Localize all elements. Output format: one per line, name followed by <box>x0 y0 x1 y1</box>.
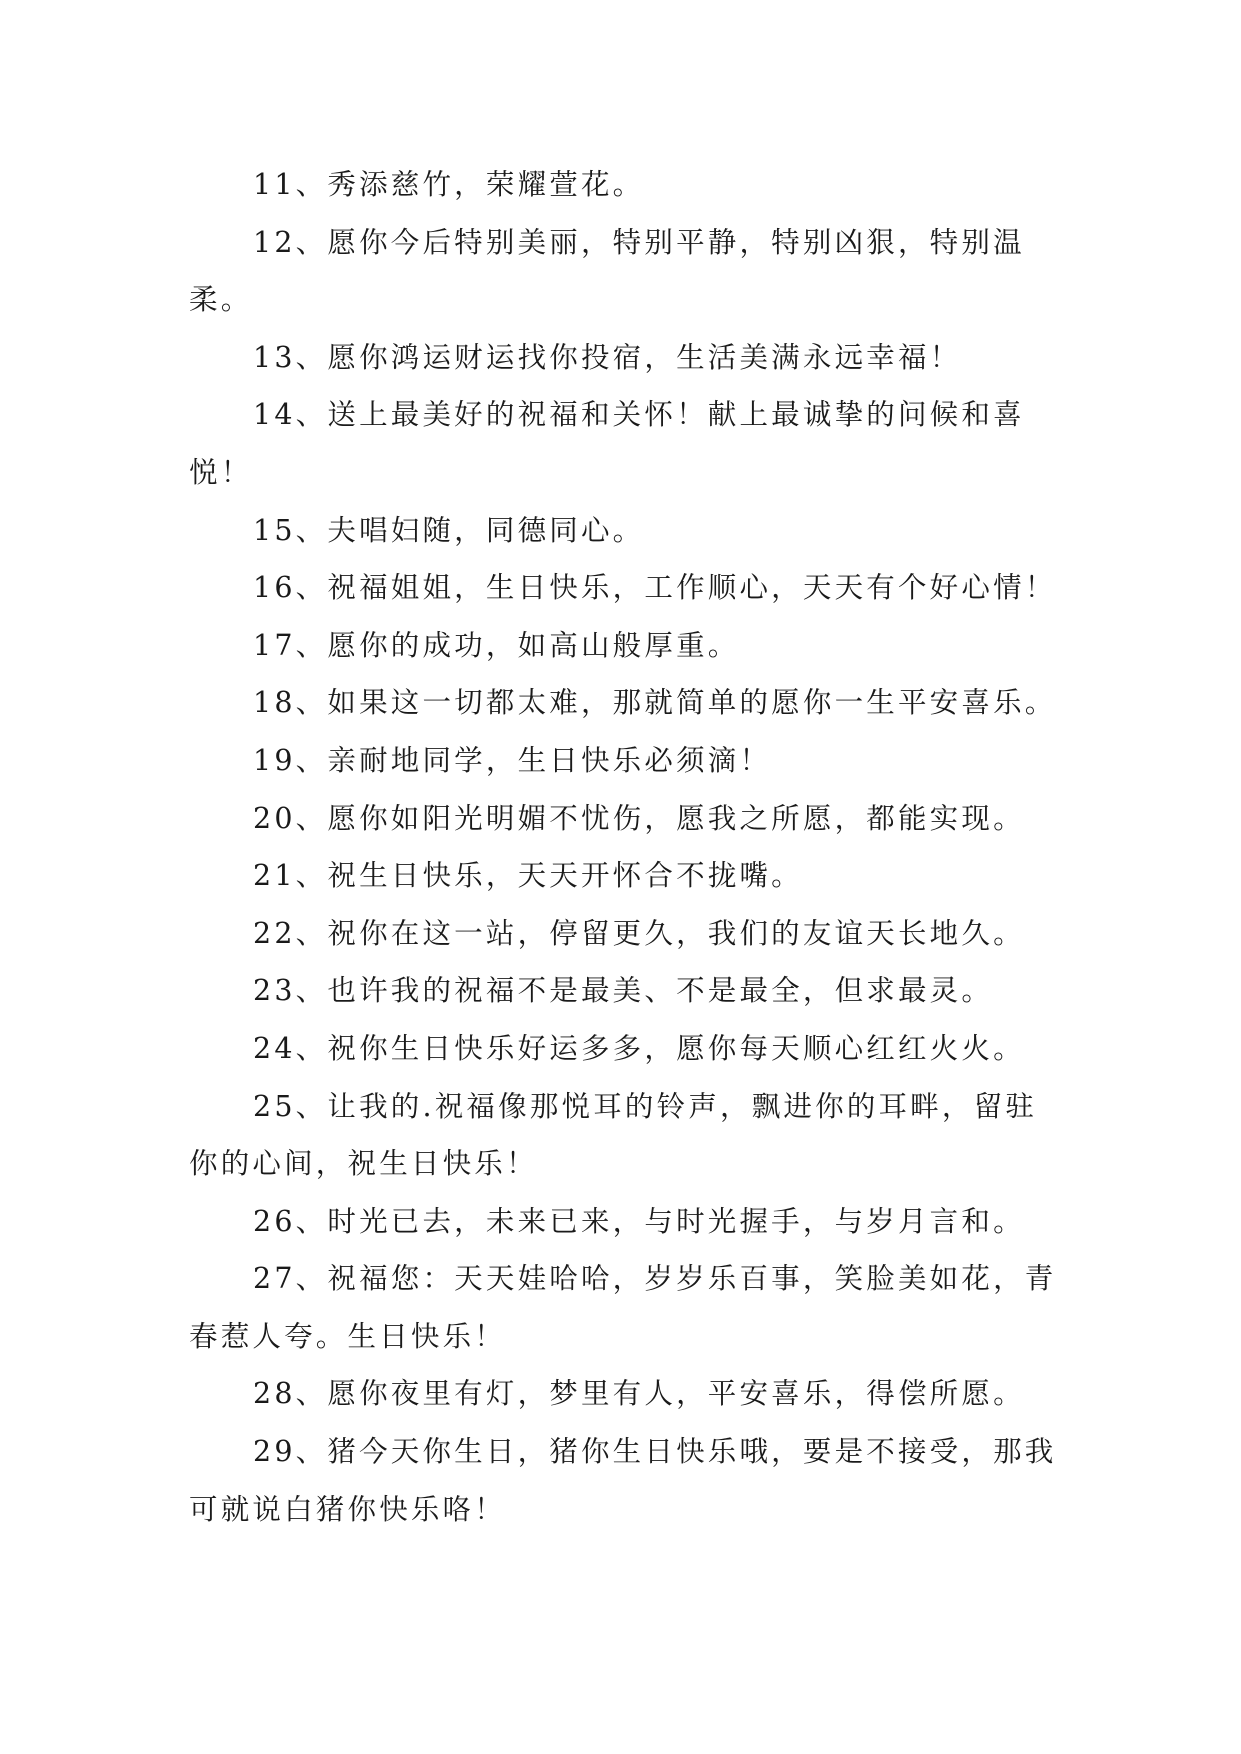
list-item: 28、愿你夜里有灯，梦里有人，平安喜乐，得偿所愿。 <box>253 1377 1025 1411</box>
list-item: 24、祝你生日快乐好运多多，愿你每天顺心红红火火。 <box>253 1031 1025 1065</box>
list-item: 15、夫唱妇随，同德同心。 <box>253 513 645 547</box>
list-item: 16、祝福姐姐，生日快乐，工作顺心，天天有个好心情！ <box>253 571 1057 605</box>
list-item: 23、也许我的祝福不是最美、不是最全，但求最灵。 <box>253 974 994 1008</box>
list-item: 29、猪今天你生日，猪你生日快乐哦，要是不接受，那我可就说白猪你快乐咯！ <box>189 1435 1057 1526</box>
list-item: 26、时光已去，未来已来，与时光握手，与岁月言和。 <box>253 1204 1025 1238</box>
list-item: 21、祝生日快乐，天天开怀合不拢嘴。 <box>253 859 803 893</box>
list-item: 18、如果这一切都太难，那就简单的愿你一生平安喜乐。 <box>253 686 1057 720</box>
list-item: 14、送上最美好的祝福和关怀！献上最诚挚的问候和喜悦！ <box>189 398 1025 489</box>
list-item: 22、祝你在这一站，停留更久，我们的友谊天长地久。 <box>253 916 1025 950</box>
list-item: 13、愿你鸿运财运找你投宿，生活美满永远幸福！ <box>253 340 962 374</box>
list-item: 25、让我的.祝福像那悦耳的铃声，飘进你的耳畔，留驻你的心间，祝生日快乐！ <box>189 1089 1038 1181</box>
list-item: 11、秀添慈竹，荣耀萱花。 <box>253 168 645 201</box>
list-item: 19、亲耐地同学，生日快乐必须滴！ <box>253 743 772 777</box>
list-item: 27、祝福您：天天娃哈哈，岁岁乐百事，笑脸美如花，青春惹人夸。生日快乐！ <box>189 1262 1057 1353</box>
document-body <box>189 156 1059 1538</box>
list-item: 12、愿你今后特别美丽，特别平静，特别凶狠，特别温柔。 <box>189 225 1025 317</box>
list-item: 20、愿你如阳光明媚不忧伤，愿我之所愿，都能实现。 <box>253 801 1025 835</box>
list-item: 17、愿你的成功，如高山般厚重。 <box>253 628 740 662</box>
